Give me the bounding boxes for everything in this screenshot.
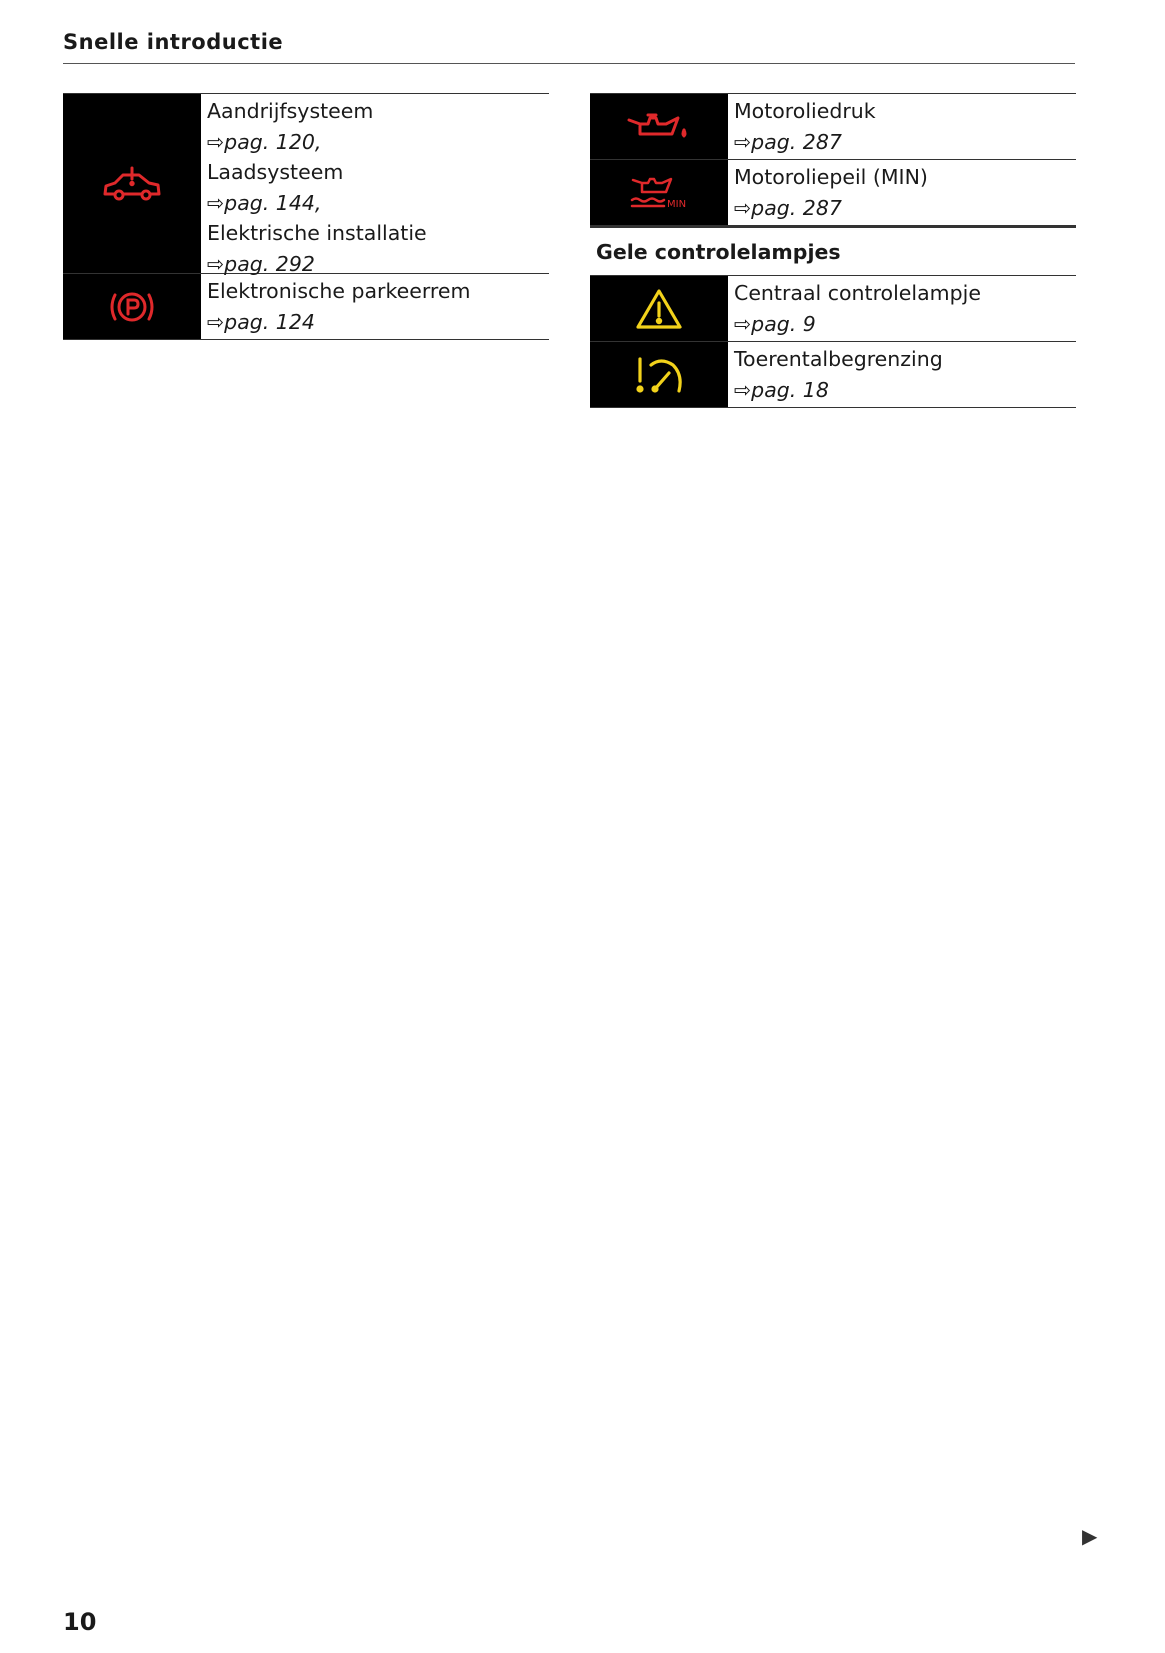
row-text xyxy=(201,274,549,339)
page-ref[interactable]: ⇨pag. 18 xyxy=(734,377,829,402)
left-table xyxy=(63,93,549,340)
parking-brake-icon xyxy=(63,274,201,339)
table-row xyxy=(63,93,549,276)
rev-limit-icon xyxy=(590,342,728,407)
page-number: 10 xyxy=(63,1608,97,1636)
central-warning-icon xyxy=(590,276,728,341)
page-ref[interactable]: ⇨pag. 287 xyxy=(734,195,842,220)
header-title: Snelle introductie xyxy=(63,30,284,54)
svg-text:MIN: MIN xyxy=(667,198,687,210)
label: Elektronische parkeerrem xyxy=(207,279,471,303)
oil-level-min-icon xyxy=(590,160,728,225)
page-ref[interactable]: ⇨pag. 124 xyxy=(207,309,315,334)
table-row xyxy=(63,273,549,340)
page-ref[interactable]: ⇨pag. 287 xyxy=(734,129,842,154)
row-text xyxy=(201,94,549,276)
row-text xyxy=(728,276,1076,341)
page-ref[interactable]: ⇨pag. 292 xyxy=(207,251,315,276)
page-header xyxy=(63,30,1075,64)
label: Toerentalbegrenzing xyxy=(734,347,943,371)
table-row xyxy=(590,275,1076,341)
table-row xyxy=(590,159,1076,226)
table-row xyxy=(590,93,1076,159)
page-ref[interactable]: ⇨pag. 144, xyxy=(207,190,322,215)
section-heading-yellow: Gele controlelampjes xyxy=(590,226,1076,275)
label: Motoroliepeil (MIN) xyxy=(734,165,928,189)
label: Aandrijfsysteem xyxy=(207,99,374,123)
right-table xyxy=(590,93,1076,408)
car-warning-icon xyxy=(63,94,201,273)
label: Laadsysteem xyxy=(207,160,344,184)
oil-pressure-icon xyxy=(590,94,728,159)
page-ref[interactable]: ⇨pag. 120, xyxy=(207,129,322,154)
label: Centraal controlelampje xyxy=(734,281,981,305)
table-row xyxy=(590,341,1076,408)
page-ref[interactable]: ⇨pag. 9 xyxy=(734,311,816,336)
row-text xyxy=(728,160,1076,225)
row-text xyxy=(728,342,1076,407)
next-page-arrow-icon[interactable]: ▶ xyxy=(1082,1524,1098,1548)
row-text xyxy=(728,94,1076,159)
label: Elektrische installatie xyxy=(207,221,427,245)
label: Motoroliedruk xyxy=(734,99,876,123)
